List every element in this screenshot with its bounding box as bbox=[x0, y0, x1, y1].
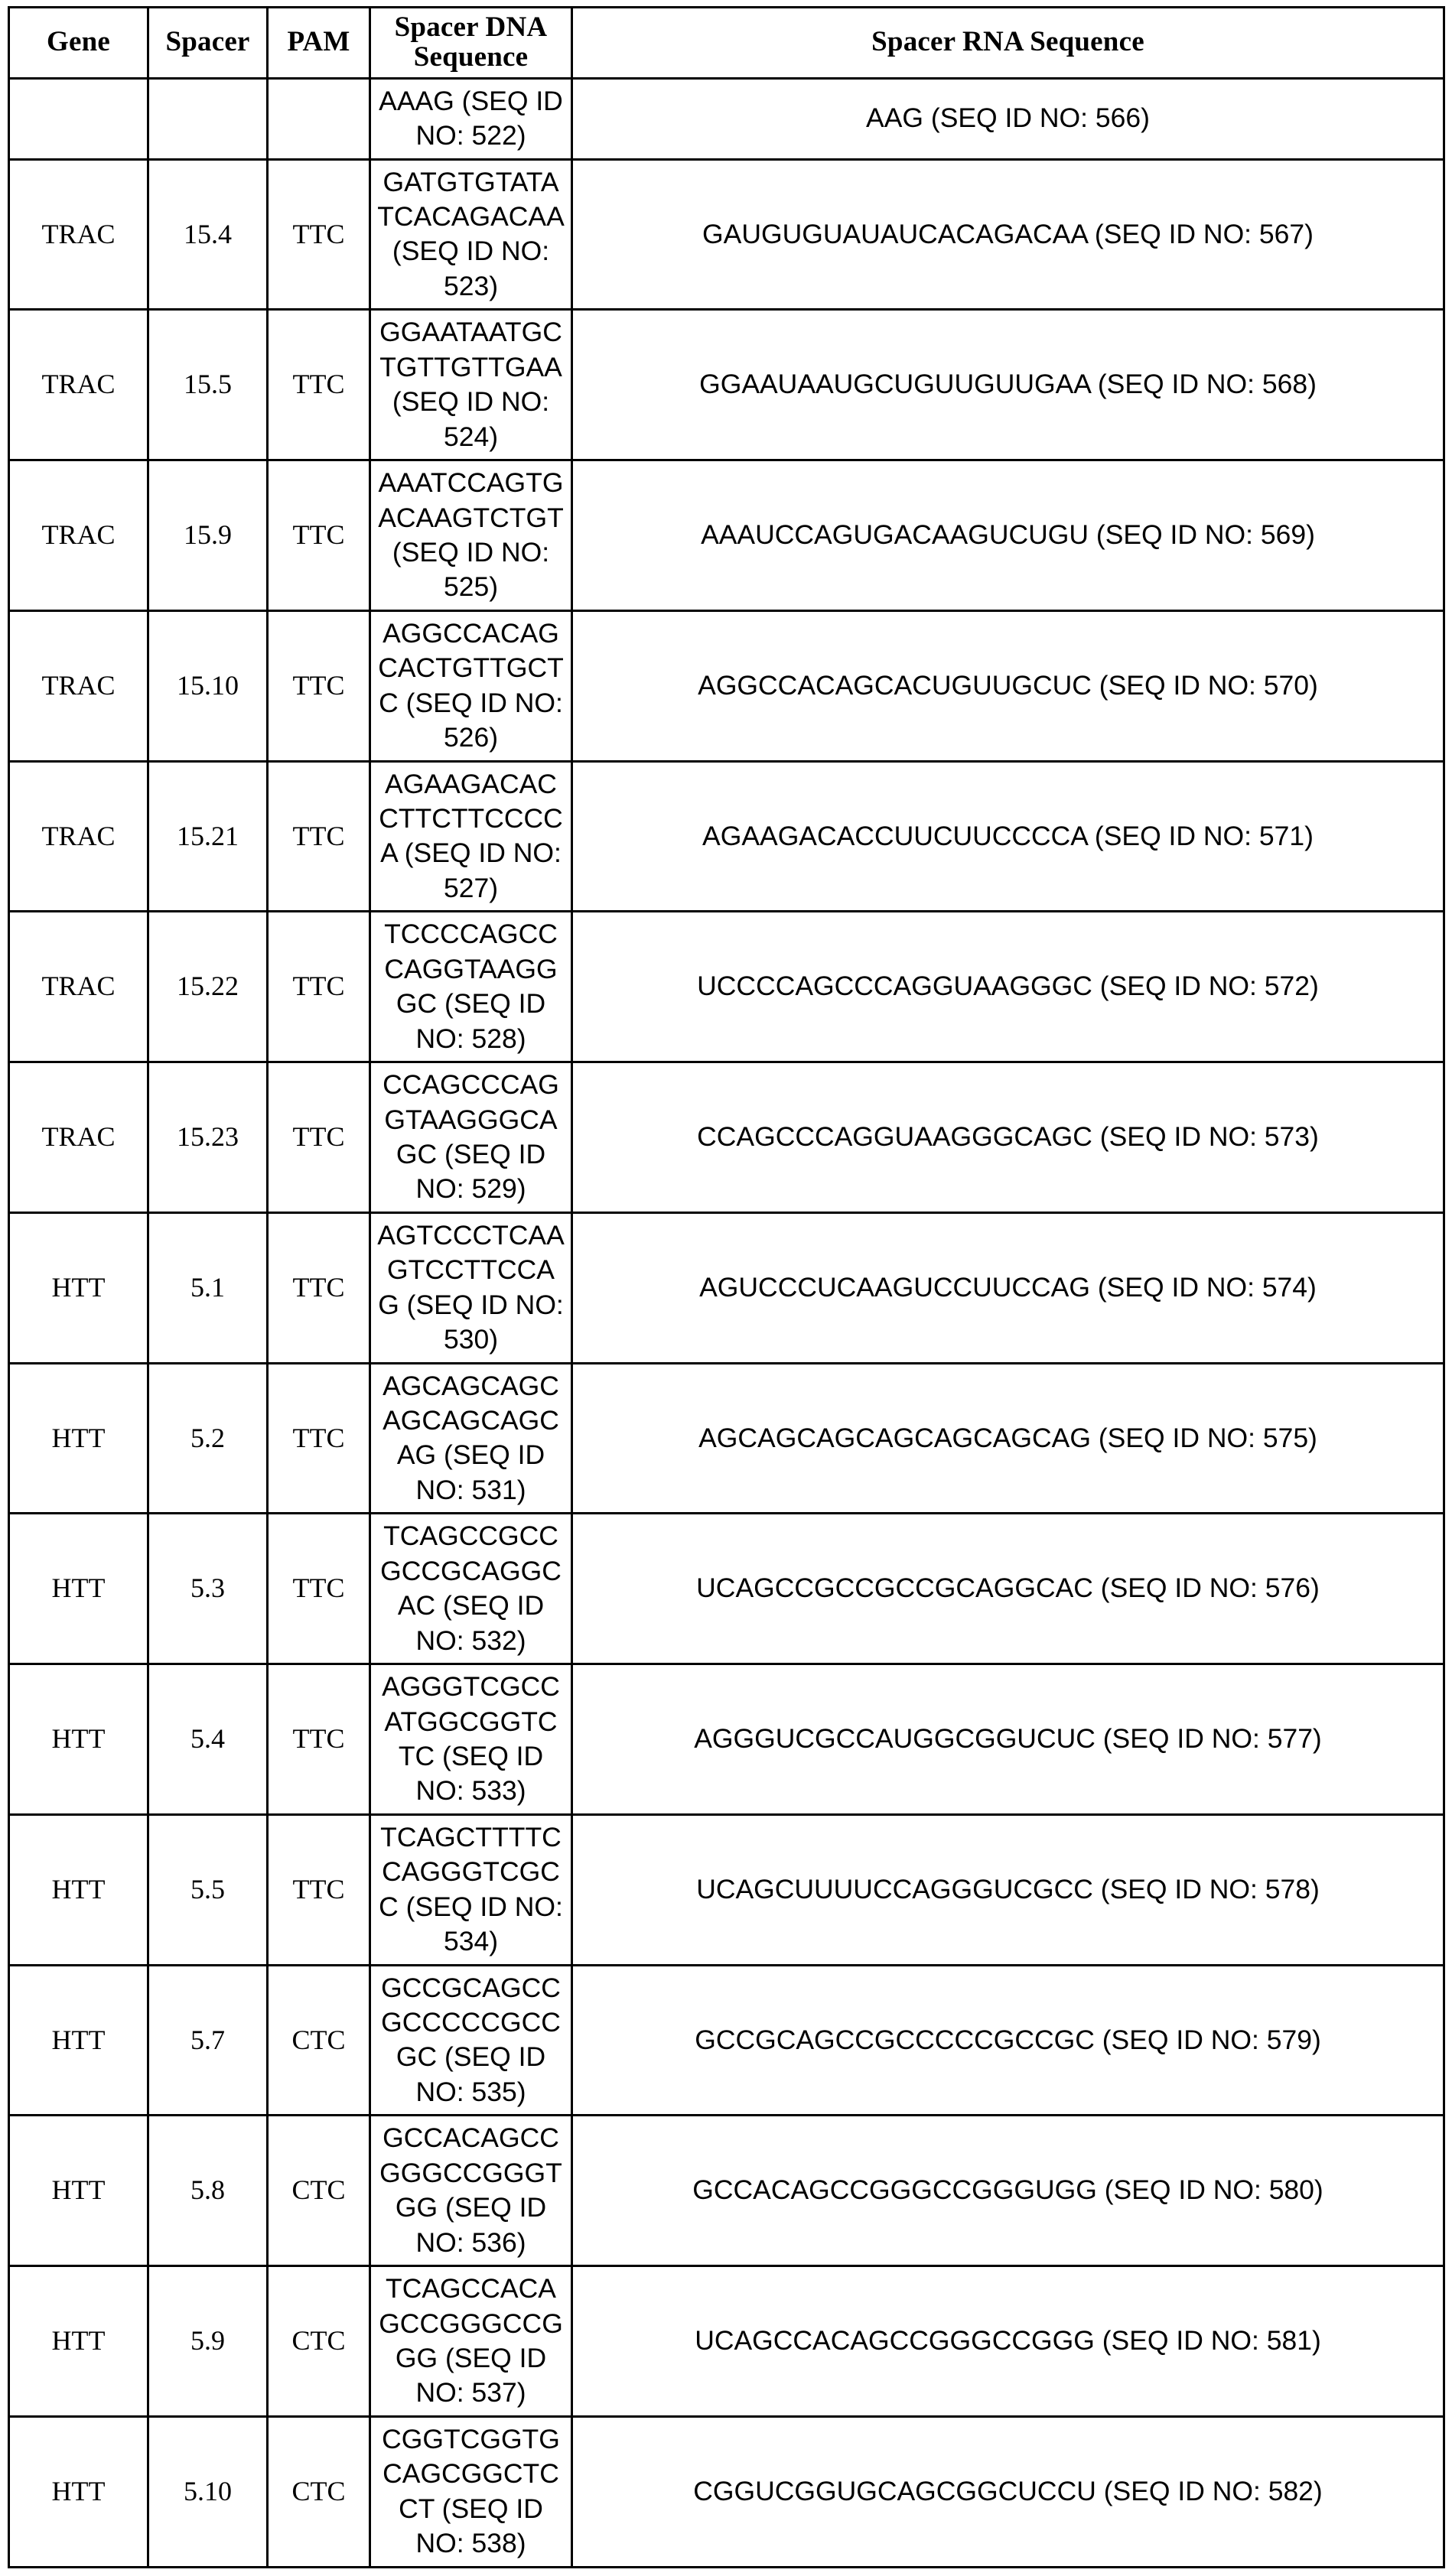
cell-pam bbox=[268, 610, 370, 761]
cell-spacer-text: 15.10 bbox=[177, 669, 239, 701]
spacer-sequence-table bbox=[8, 6, 1445, 2568]
cell-spacer bbox=[148, 912, 268, 1062]
cell-spacer-rna-sequence bbox=[572, 610, 1444, 761]
cell-spacer bbox=[148, 1664, 268, 1815]
cell-gene-text: TRAC bbox=[41, 971, 116, 1002]
table-row bbox=[9, 2116, 1444, 2266]
cell-spacer-rna-sequence-text: AGUCCCUCAAGUCCUUCCAG (SEQ ID NO: 574) bbox=[699, 1271, 1317, 1303]
table-header bbox=[9, 8, 1444, 79]
cell-spacer bbox=[148, 1212, 268, 1363]
cell-gene-text: TRAC bbox=[41, 1121, 116, 1153]
cell-spacer-rna-sequence-text: UCAGCCGCCGCCGCAGGCAC (SEQ ID NO: 576) bbox=[696, 1573, 1320, 1604]
table-row bbox=[9, 159, 1444, 310]
cell-spacer-rna-sequence bbox=[572, 1965, 1444, 2116]
cell-spacer-rna-sequence-text: GCCACAGCCGGGCCGGGUGG (SEQ ID NO: 580) bbox=[692, 2174, 1323, 2206]
cell-pam bbox=[268, 2116, 370, 2266]
cell-spacer bbox=[148, 310, 268, 460]
cell-pam-text: CTC bbox=[291, 2024, 346, 2055]
cell-spacer-text: 5.3 bbox=[190, 1573, 225, 1604]
cell-spacer-text: 15.22 bbox=[177, 971, 239, 1002]
cell-spacer-text: 5.10 bbox=[184, 2475, 232, 2506]
cell-pam bbox=[268, 159, 370, 310]
cell-gene-text: HTT bbox=[51, 2325, 106, 2356]
cell-spacer-rna-sequence-text: AGCAGCAGCAGCAGCAGCAG (SEQ ID NO: 575) bbox=[698, 1422, 1317, 1453]
cell-gene bbox=[9, 78, 148, 159]
cell-spacer-rna-sequence-text: CGGUCGGUGCAGCGGCUCCU (SEQ ID NO: 582) bbox=[693, 2475, 1323, 2506]
cell-pam-text: TTC bbox=[292, 1422, 345, 1453]
cell-spacer-dna-sequence bbox=[370, 1965, 572, 2116]
cell-gene bbox=[9, 1062, 148, 1213]
cell-spacer-rna-sequence-text: GCCGCAGCCGCCCCCGCCGC (SEQ ID NO: 579) bbox=[695, 2024, 1321, 2055]
cell-spacer-dna-sequence bbox=[370, 1062, 572, 1213]
cell-gene bbox=[9, 1814, 148, 1965]
cell-pam-text: TTC bbox=[292, 669, 345, 701]
cell-pam bbox=[268, 1814, 370, 1965]
cell-pam-text: TTC bbox=[292, 971, 345, 1002]
cell-pam bbox=[268, 1363, 370, 1514]
table-row bbox=[9, 1212, 1444, 1363]
table-header-row bbox=[9, 8, 1444, 79]
cell-spacer-rna-sequence bbox=[572, 1363, 1444, 1514]
cell-gene bbox=[9, 1664, 148, 1815]
cell-gene bbox=[9, 912, 148, 1062]
cell-gene bbox=[9, 2416, 148, 2567]
cell-spacer-rna-sequence-text: CCAGCCCAGGUAAGGGCAGC (SEQ ID NO: 573) bbox=[697, 1121, 1319, 1153]
cell-pam bbox=[268, 310, 370, 460]
cell-spacer-rna-sequence-text: AAG (SEQ ID NO: 566) bbox=[866, 102, 1150, 134]
cell-spacer-dna-sequence-text: AAAG (SEQ ID NO: 522) bbox=[379, 85, 563, 151]
cell-pam bbox=[268, 1965, 370, 2116]
cell-gene-text: HTT bbox=[51, 1723, 106, 1755]
cell-gene bbox=[9, 159, 148, 310]
cell-spacer-dna-sequence-text: TCAGCTTTTCCAGGGTCGCC (SEQ ID NO: 534) bbox=[379, 1821, 563, 1957]
cell-spacer-dna-sequence bbox=[370, 761, 572, 912]
cell-spacer-dna-sequence-text: AGGCCACAGCACTGTTGCTC (SEQ ID NO: 526) bbox=[378, 617, 564, 753]
cell-pam bbox=[268, 2266, 370, 2417]
cell-spacer-rna-sequence-text: AGGGUCGCCAUGGCGGUCUC (SEQ ID NO: 577) bbox=[694, 1723, 1322, 1755]
table-row bbox=[9, 78, 1444, 159]
cell-spacer bbox=[148, 2416, 268, 2567]
cell-spacer-dna-sequence-text: AAATCCAGTGACAAGTCTGT (SEQ ID NO: 525) bbox=[378, 467, 564, 603]
column-header-gene: Gene bbox=[9, 8, 148, 79]
cell-pam-text: TTC bbox=[292, 1873, 345, 1904]
cell-gene bbox=[9, 1965, 148, 2116]
cell-spacer-dna-sequence-text: AGTCCCTCAAGTCCTTCCAG (SEQ ID NO: 530) bbox=[377, 1219, 565, 1355]
cell-gene-text: HTT bbox=[51, 1873, 106, 1904]
cell-spacer-dna-sequence bbox=[370, 610, 572, 761]
cell-spacer-rna-sequence bbox=[572, 1814, 1444, 1965]
cell-spacer-rna-sequence-text: AGAAGACACCUUCUUCCCCA (SEQ ID NO: 571) bbox=[702, 820, 1314, 851]
cell-spacer-rna-sequence bbox=[572, 1212, 1444, 1363]
cell-spacer-rna-sequence-text: AGGCCACAGCACUGUUGCUC (SEQ ID NO: 570) bbox=[698, 669, 1318, 701]
cell-spacer bbox=[148, 2266, 268, 2417]
cell-gene-text: HTT bbox=[51, 1573, 106, 1604]
cell-spacer-rna-sequence bbox=[572, 912, 1444, 1062]
cell-spacer-dna-sequence-text: AGCAGCAGCAGCAGCAGCAG (SEQ ID NO: 531) bbox=[383, 1370, 559, 1505]
cell-spacer-rna-sequence bbox=[572, 2266, 1444, 2417]
cell-gene-text: TRAC bbox=[41, 218, 116, 249]
cell-spacer-dna-sequence bbox=[370, 460, 572, 611]
cell-spacer-dna-sequence-text: TCCCCAGCCCAGGTAAGGGC (SEQ ID NO: 528) bbox=[384, 919, 558, 1054]
cell-spacer-rna-sequence bbox=[572, 78, 1444, 159]
cell-spacer bbox=[148, 78, 268, 159]
cell-spacer-dna-sequence bbox=[370, 1212, 572, 1363]
cell-pam bbox=[268, 460, 370, 611]
cell-spacer-text: 15.9 bbox=[184, 519, 232, 551]
cell-spacer-rna-sequence bbox=[572, 2416, 1444, 2567]
column-header-spacer-dna-sequence: Spacer DNA Sequence bbox=[370, 8, 572, 79]
cell-gene bbox=[9, 460, 148, 611]
cell-spacer bbox=[148, 1062, 268, 1213]
cell-gene bbox=[9, 1514, 148, 1664]
cell-gene-text: TRAC bbox=[41, 519, 116, 551]
cell-spacer-rna-sequence-text: GAUGUGUAUAUCACAGACAA (SEQ ID NO: 567) bbox=[702, 218, 1314, 249]
cell-spacer bbox=[148, 1965, 268, 2116]
cell-spacer-dna-sequence-text: GCCACAGCCGGGCCGGGTGG (SEQ ID NO: 536) bbox=[379, 2122, 562, 2258]
cell-gene bbox=[9, 1363, 148, 1514]
cell-spacer bbox=[148, 2116, 268, 2266]
cell-spacer bbox=[148, 159, 268, 310]
cell-pam-text: TTC bbox=[292, 1723, 345, 1755]
cell-spacer bbox=[148, 1363, 268, 1514]
cell-gene bbox=[9, 761, 148, 912]
cell-gene-text: TRAC bbox=[41, 820, 116, 851]
cell-pam-text: TTC bbox=[292, 369, 345, 400]
cell-spacer-rna-sequence-text: UCAGCUUUUCCAGGGUCGCC (SEQ ID NO: 578) bbox=[696, 1873, 1320, 1904]
cell-spacer-dna-sequence-text: CGGTCGGTGCAGCGGCTCCT (SEQ ID NO: 538) bbox=[382, 2423, 560, 2559]
cell-spacer-dna-sequence-text: AGGGTCGCCATGGCGGTCTC (SEQ ID NO: 533) bbox=[382, 1671, 560, 1807]
table-row bbox=[9, 1062, 1444, 1213]
cell-spacer-rna-sequence-text: GGAAUAAUGCUGUUGUUGAA (SEQ ID NO: 568) bbox=[699, 369, 1317, 400]
cell-spacer-dna-sequence-text: CCAGCCCAGGTAAGGGCAGC (SEQ ID NO: 529) bbox=[383, 1069, 559, 1205]
cell-spacer-dna-sequence bbox=[370, 78, 572, 159]
cell-spacer-dna-sequence bbox=[370, 310, 572, 460]
cell-spacer-text: 15.23 bbox=[177, 1121, 239, 1153]
table-row bbox=[9, 1664, 1444, 1815]
cell-spacer bbox=[148, 610, 268, 761]
cell-spacer-text: 15.21 bbox=[177, 820, 239, 851]
cell-gene bbox=[9, 310, 148, 460]
cell-gene bbox=[9, 610, 148, 761]
cell-gene-text: HTT bbox=[51, 2174, 106, 2206]
cell-spacer-rna-sequence-text: UCCCCAGCCCAGGUAAGGGC (SEQ ID NO: 572) bbox=[697, 971, 1319, 1002]
cell-spacer-dna-sequence bbox=[370, 2116, 572, 2266]
cell-spacer-rna-sequence bbox=[572, 761, 1444, 912]
table-row bbox=[9, 761, 1444, 912]
cell-pam-text: TTC bbox=[292, 1271, 345, 1303]
cell-pam-text: TTC bbox=[292, 218, 345, 249]
cell-spacer-dna-sequence bbox=[370, 1664, 572, 1815]
cell-spacer-rna-sequence bbox=[572, 2116, 1444, 2266]
cell-spacer-rna-sequence-text: UCAGCCACAGCCGGGCCGGG (SEQ ID NO: 581) bbox=[695, 2325, 1321, 2356]
cell-pam-text: CTC bbox=[291, 2475, 346, 2506]
cell-spacer bbox=[148, 460, 268, 611]
cell-gene bbox=[9, 2266, 148, 2417]
cell-pam bbox=[268, 912, 370, 1062]
table-body bbox=[9, 78, 1444, 2567]
cell-spacer-rna-sequence bbox=[572, 460, 1444, 611]
cell-spacer-dna-sequence bbox=[370, 2266, 572, 2417]
table-row bbox=[9, 1363, 1444, 1514]
table-row bbox=[9, 1814, 1444, 1965]
cell-spacer-text: 5.7 bbox=[190, 2024, 225, 2055]
cell-pam bbox=[268, 2416, 370, 2567]
cell-spacer-text: 5.1 bbox=[190, 1271, 225, 1303]
cell-pam-text: TTC bbox=[292, 1121, 345, 1153]
cell-gene bbox=[9, 1212, 148, 1363]
table-row bbox=[9, 1514, 1444, 1664]
table-row bbox=[9, 2416, 1444, 2567]
cell-pam-text: TTC bbox=[292, 820, 345, 851]
table-row bbox=[9, 1965, 1444, 2116]
cell-pam-text: TTC bbox=[292, 519, 345, 551]
cell-spacer-dna-sequence bbox=[370, 912, 572, 1062]
cell-gene-text: TRAC bbox=[41, 369, 116, 400]
table-row bbox=[9, 460, 1444, 611]
cell-gene bbox=[9, 2116, 148, 2266]
cell-spacer-dna-sequence-text: GCCGCAGCCGCCCCCGCCGC (SEQ ID NO: 535) bbox=[381, 1972, 561, 2107]
cell-spacer-rna-sequence bbox=[572, 159, 1444, 310]
cell-spacer-rna-sequence bbox=[572, 1062, 1444, 1213]
cell-spacer-text: 5.8 bbox=[190, 2174, 225, 2206]
cell-spacer-dna-sequence-text: GATGTGTATATCACAGACAA (SEQ ID NO: 523) bbox=[377, 166, 565, 301]
cell-spacer-text: 5.9 bbox=[190, 2325, 225, 2356]
cell-pam bbox=[268, 1664, 370, 1815]
cell-pam bbox=[268, 761, 370, 912]
table-row bbox=[9, 912, 1444, 1062]
cell-spacer-rna-sequence bbox=[572, 1514, 1444, 1664]
table-row bbox=[9, 310, 1444, 460]
column-header-spacer: Spacer bbox=[148, 8, 268, 79]
cell-spacer bbox=[148, 1514, 268, 1664]
cell-spacer-dna-sequence-text: TCAGCCACAGCCGGGCCGGG (SEQ ID NO: 537) bbox=[379, 2273, 563, 2408]
cell-spacer-dna-sequence-text: AGAAGACACCTTCTTCCCCA (SEQ ID NO: 527) bbox=[379, 768, 563, 903]
cell-pam-text: CTC bbox=[291, 2325, 346, 2356]
cell-pam-text: CTC bbox=[291, 2174, 346, 2206]
cell-gene-text: TRAC bbox=[41, 669, 116, 701]
cell-spacer-text: 15.4 bbox=[184, 218, 232, 249]
cell-spacer-rna-sequence-text: AAAUCCAGUGACAAGUCUGU (SEQ ID NO: 569) bbox=[701, 519, 1315, 551]
column-header-pam: PAM bbox=[268, 8, 370, 79]
cell-spacer-rna-sequence bbox=[572, 310, 1444, 460]
cell-spacer-dna-sequence bbox=[370, 2416, 572, 2567]
column-header-spacer-rna-sequence: Spacer RNA Sequence bbox=[572, 8, 1444, 79]
cell-spacer-dna-sequence bbox=[370, 159, 572, 310]
cell-gene-text: HTT bbox=[51, 1422, 106, 1453]
cell-pam bbox=[268, 1062, 370, 1213]
cell-spacer-dna-sequence bbox=[370, 1814, 572, 1965]
cell-spacer-text: 5.2 bbox=[190, 1422, 225, 1453]
cell-spacer-rna-sequence bbox=[572, 1664, 1444, 1815]
cell-pam bbox=[268, 1212, 370, 1363]
cell-pam-text: TTC bbox=[292, 1573, 345, 1604]
cell-spacer bbox=[148, 1814, 268, 1965]
table-row bbox=[9, 610, 1444, 761]
cell-pam bbox=[268, 1514, 370, 1664]
table-row bbox=[9, 2266, 1444, 2417]
cell-spacer-dna-sequence bbox=[370, 1514, 572, 1664]
cell-spacer-dna-sequence-text: GGAATAATGCTGTTGTTGAA (SEQ ID NO: 524) bbox=[379, 317, 562, 452]
cell-gene-text: HTT bbox=[51, 1271, 106, 1303]
cell-pam bbox=[268, 78, 370, 159]
cell-spacer bbox=[148, 761, 268, 912]
cell-spacer-dna-sequence-text: TCAGCCGCCGCCGCAGGCAC (SEQ ID NO: 532) bbox=[380, 1521, 562, 1656]
cell-spacer-text: 15.5 bbox=[184, 369, 232, 400]
cell-gene-text: HTT bbox=[51, 2024, 106, 2055]
cell-spacer-text: 5.4 bbox=[190, 1723, 225, 1755]
cell-spacer-text: 5.5 bbox=[190, 1873, 225, 1904]
cell-gene-text: HTT bbox=[51, 2475, 106, 2506]
cell-spacer-dna-sequence bbox=[370, 1363, 572, 1514]
